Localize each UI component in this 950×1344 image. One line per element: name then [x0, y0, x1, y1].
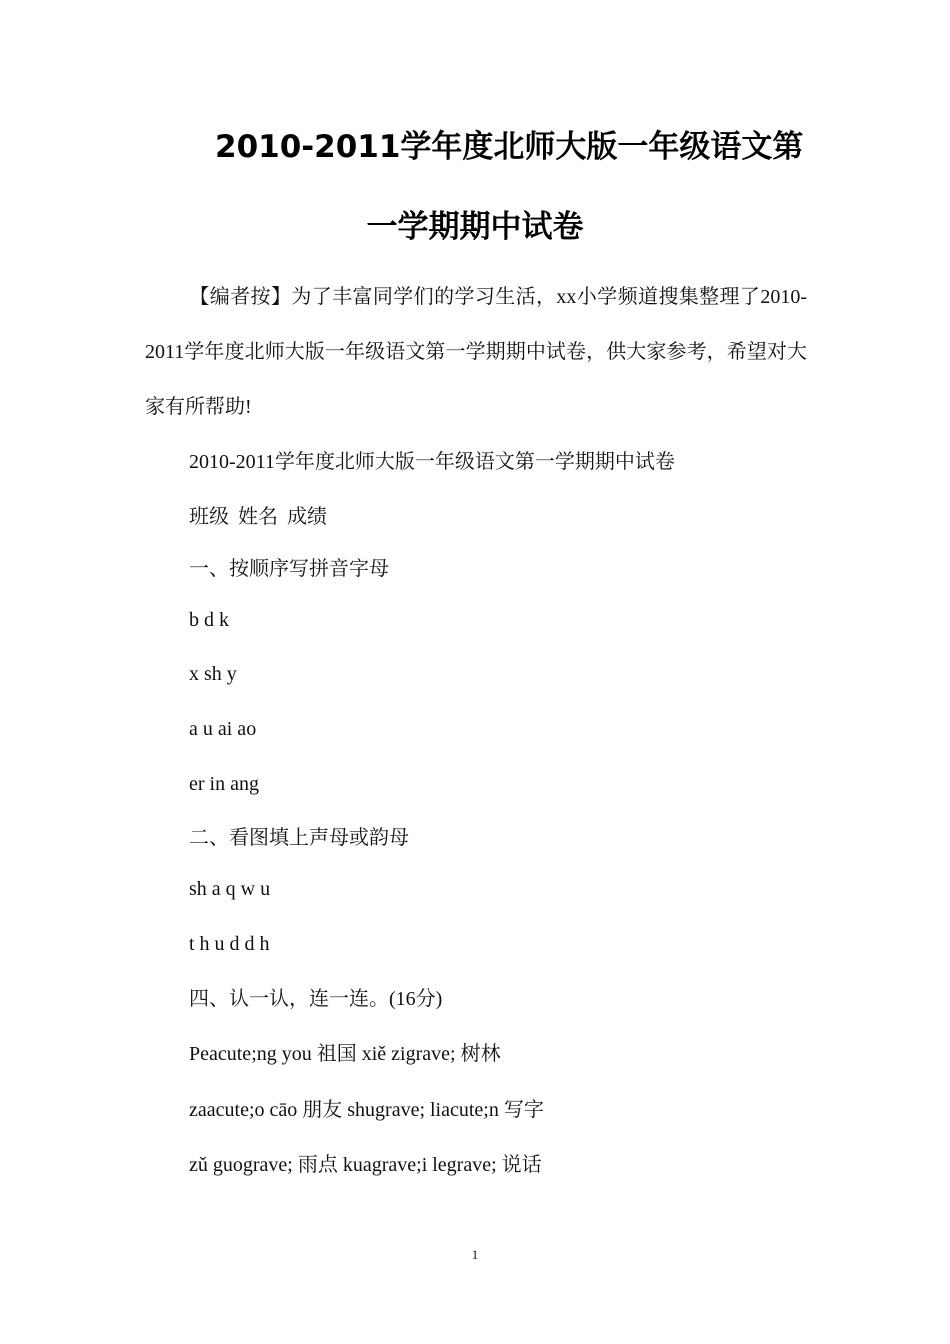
match-row-2: zaacute;o cāo 朋友 shugrave; liacute;n 写字 [189, 1099, 544, 1121]
document-title-line-2: 一学期期中试卷 [366, 209, 584, 245]
pinyin-row-2: x sh y [189, 663, 237, 685]
section-4-heading: 四、认一认，连一连。(16分) [189, 988, 443, 1010]
student-info-line: 班级 姓名 成绩 [189, 506, 327, 528]
page-number: 1 [471, 1247, 479, 1262]
exam-heading: 2010-2011学年度北师大版一年级语文第一学期期中试卷 [189, 451, 675, 473]
fill-row-1: sh a q w u [189, 878, 271, 900]
match-row-1: Peacute;ng you 祖国 xiě zigrave; 树林 [189, 1043, 501, 1065]
editor-note-paragraph [145, 270, 807, 435]
fill-row-2: t h u d d h [189, 933, 270, 955]
match-row-3: zǔ guograve; 雨点 kuagrave;i legrave; 说话 [189, 1154, 542, 1176]
pinyin-row-3: a u ai ao [189, 718, 257, 740]
document-title-line-1: 2010-2011学年度北师大版一年级语文第 [215, 129, 804, 165]
editor-note-text: 【编者按】为了丰富同学们的学习生活，xx小学频道搜集整理了2010-2011学年度北师大版一年级语文第一学期期中试卷，供大家参考，希望对大家有所帮助! [145, 286, 807, 418]
section-2-heading: 二、看图填上声母或韵母 [189, 827, 409, 849]
section-1-heading: 一、按顺序写拼音字母 [189, 558, 389, 580]
pinyin-row-1: b d k [189, 609, 229, 631]
pinyin-row-4: er in ang [189, 773, 259, 795]
